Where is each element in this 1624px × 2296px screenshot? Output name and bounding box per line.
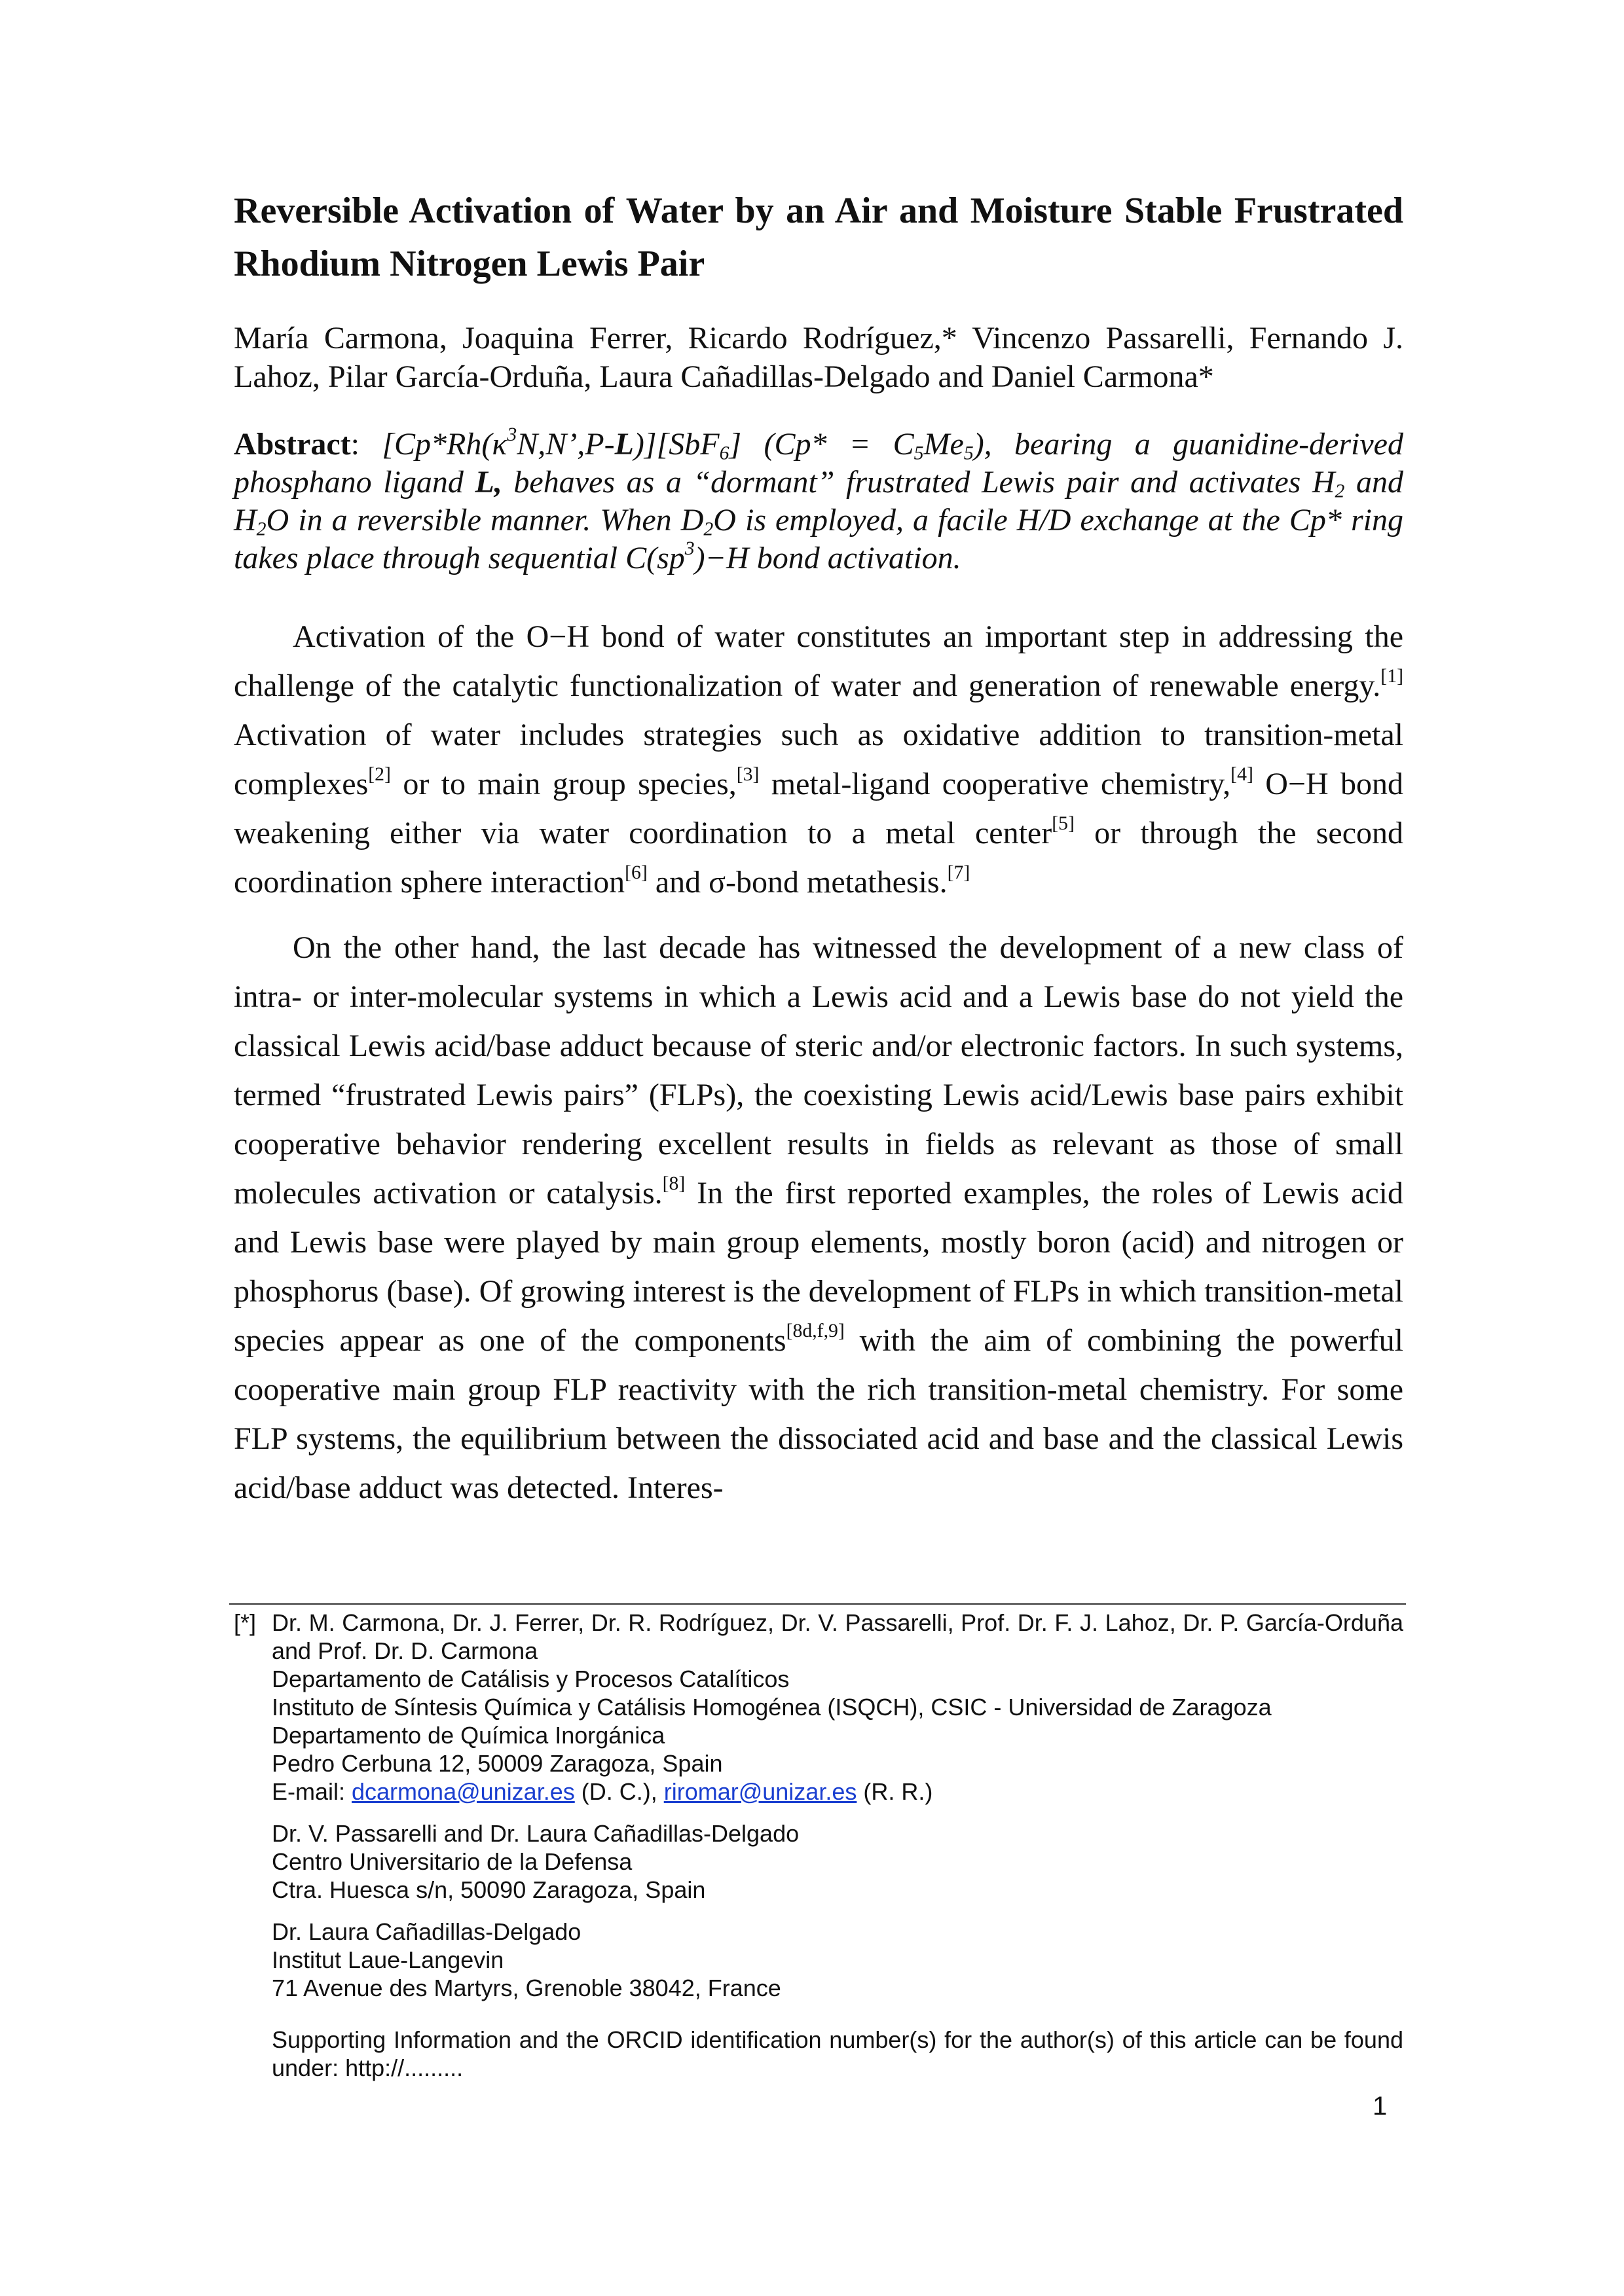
body-paragraph-2: On the other hand, the last decade has witnessed the development of a new class of intra- or inter-molecular systems in which a Lewis acid and a Lewis base do not yield the classical Lewis acid/base adduct because of steric and/or electronic factors. In such systems, termed “frustrated Lewis pairs” (FLPs), the coexisting Lewis acid/Lewis base pairs exhibit cooperative behavior rendering excellent results in fields as relevant as those of small molecules activation or catalysis.[8] In the first reported examples, the roles of Lewis acid and Lewis base were played by main group elements, mostly boron (acid) and nitrogen or phosphorus (base). Of growing interest is the development of FLPs in which transition-metal species appear as one of the components[8d,f,9] with the aim of combining the powerful cooperative main group FLP reactivity with the rich transition-metal chemistry. For some FLP systems, the equilibrium between the dissociated acid and base and the classical Lewis acid/base adduct was detected. Interes- <box>234 930 1404 1505</box>
citation-ref[interactable]: [1] <box>1380 665 1403 687</box>
footnote-separator <box>229 1603 1406 1605</box>
email-link[interactable]: riromar@unizar.es <box>663 1778 857 1805</box>
affiliation-footnote <box>234 1609 1403 2096</box>
affiliation-block-3 <box>272 1918 1403 2002</box>
institution: Institut Laue-Langevin <box>272 1946 504 1973</box>
corresponding-authors: Dr. M. Carmona, Dr. J. Ferrer, Dr. R. Rodríguez, Dr. V. Passarelli, Prof. Dr. F. J. Lahoz, Dr. P. García-Orduña and Prof. Dr. D. Carmona <box>272 1609 1403 1664</box>
department: Departamento de Catálisis y Procesos Catalíticos <box>272 1666 790 1692</box>
citation-ref[interactable]: [3] <box>736 763 760 786</box>
author-names: Dr. V. Passarelli and Dr. Laura Cañadillas-Delgado <box>272 1820 800 1847</box>
department: Departamento de Química Inorgánica <box>272 1722 665 1749</box>
footnote-mark: [*] <box>234 1609 257 1636</box>
citation-ref[interactable]: [4] <box>1230 763 1253 786</box>
email-line: E-mail: dcarmona@unizar.es (D. C.), riromar@unizar.es (R. R.) <box>272 1778 933 1805</box>
address: Ctra. Huesca s/n, 50090 Zaragoza, Spain <box>272 1876 706 1903</box>
abstract <box>234 426 1403 577</box>
page-number: 1 <box>1373 2092 1388 2121</box>
citation-ref[interactable]: [5] <box>1052 812 1075 835</box>
supporting-information-note: Supporting Information and the ORCID identification number(s) for the author(s) of this article can be found under: http://......... <box>272 2026 1403 2081</box>
author-names: Dr. Laura Cañadillas-Delgado <box>272 1918 581 1945</box>
institution: Centro Universitario de la Defensa <box>272 1848 633 1875</box>
abstract-text: $[Cp*Rh(\kappa^3N,N’,P-L)][SbF_6] (Cp* = C_5Me_5)$, bearing a guanidine-derived phosphano ligand L, behaves as a “dormant” frustrated Lewis pair and activates $H_2$ and $H_2O$ in a reversible manner. When $D_2O$ is employed, a facile H/D exchange at the Cp* ring takes place through sequential $C(sp^3)-H$ bond activation. <box>234 424 1403 575</box>
address: Pedro Cerbuna 12, 50009 Zaragoza, Spain <box>272 1750 723 1777</box>
abstract-label: Abstract <box>234 427 351 462</box>
citation-ref[interactable]: [8d,f,9] <box>786 1320 845 1342</box>
body-paragraph-1: Activation of the O−H bond of water constitutes an important step in addressing the challenge of the catalytic functionalization of water and generation of renewable energy.[1] Activation of water includes strategies such as oxidative addition to transition-metal complexes[2] or to main group species,[3] metal-ligand cooperative chemistry,[4] O−H bond weakening either via water coordination to a metal center[5] or through the second coordination sphere interaction[6] and σ-bond metathesis.[7] <box>234 619 1404 900</box>
email-link[interactable]: dcarmona@unizar.es <box>352 1778 575 1805</box>
citation-ref[interactable]: [8] <box>662 1173 686 1195</box>
affiliation-block-1 <box>272 1609 1403 1806</box>
address: 71 Avenue des Martyrs, Grenoble 38042, France <box>272 1975 781 2001</box>
affiliation-block-2 <box>272 1819 1403 1904</box>
abstract-colon: : <box>350 427 382 462</box>
citation-ref[interactable]: [7] <box>947 862 970 884</box>
author-list: María Carmona, Joaquina Ferrer, Ricardo Rodríguez,* Vincenzo Passarelli, Fernando J. Lahoz, Pilar García-Orduña, Laura Cañadillas-Delgado and Daniel Carmona* <box>234 321 1403 394</box>
citation-ref[interactable]: [6] <box>625 862 648 884</box>
paper-title: Reversible Activation of Water by an Air and Moisture Stable Frustrated Rhodium Nitrogen Lewis Pair <box>234 191 1403 284</box>
institute: Instituto de Síntesis Química y Catálisis Homogénea (ISQCH), CSIC - Universidad de Zaragoza <box>272 1694 1272 1721</box>
citation-ref[interactable]: [2] <box>368 763 391 786</box>
